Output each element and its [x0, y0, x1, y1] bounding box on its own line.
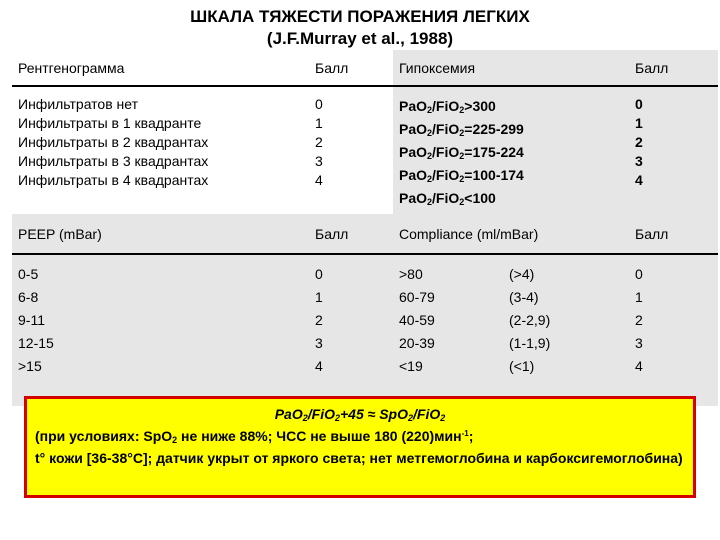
score: 2: [315, 134, 323, 150]
xray-score-cell: [309, 86, 393, 214]
score: 3: [635, 335, 643, 351]
header-row-2: [12, 214, 718, 254]
xray-item: Инфильтратов нет: [18, 96, 139, 112]
lung-injury-score-table: [12, 50, 718, 406]
spo2-formula: PaO$_2$/FiO$_2$+45 ≈ SpO$_2$/FiO$_2$: [274, 406, 446, 423]
conditions-note-box: [24, 396, 696, 498]
compliance-item: <19 (<1): [399, 358, 535, 374]
hypoxemia-item: PaO$_2$/FiO$_2$=175-224: [399, 144, 524, 161]
header-score-2: Балл: [629, 50, 718, 86]
score: 4: [315, 358, 323, 374]
xray-item: Инфильтраты в 3 квадрантах: [18, 153, 209, 169]
score: 1: [315, 115, 323, 131]
hypoxemia-item: PaO$_2$/FiO$_2$=100-174: [399, 167, 524, 184]
score: 2: [315, 312, 323, 328]
score: 0: [635, 266, 643, 282]
peep-score-cell: [309, 254, 393, 406]
header-row-1: [12, 50, 718, 86]
hypoxemia-score-cell: [629, 86, 718, 214]
compliance-item: 40-59 (2-2,9): [399, 312, 551, 328]
score: 3: [315, 335, 323, 351]
title-line-1: ШКАЛА ТЯЖЕСТИ ПОРАЖЕНИЯ ЛЕГКИХ: [190, 7, 530, 26]
hypoxemia-item: PaO$_2$/FiO$_2$>300: [399, 98, 496, 115]
hypoxemia-cell: [393, 86, 629, 214]
conditions-line-1: (при условиях: SpO$_2$ не ниже 88%; ЧСС не выше 180 (220)мин$^{-1}$;: [35, 428, 474, 445]
header-score-4: Балл: [629, 214, 718, 254]
score: 3: [315, 153, 323, 169]
score: 0: [635, 96, 643, 112]
peep-item: 12-15: [18, 335, 54, 351]
header-compliance: Compliance (ml/mBar): [393, 214, 629, 254]
peep-item: >15: [18, 358, 42, 374]
peep-item: 0-5: [18, 266, 39, 282]
score: 1: [635, 115, 643, 131]
body-row-2: [12, 254, 718, 406]
header-score-1: Балл: [309, 50, 393, 86]
body-row-1: [12, 86, 718, 214]
hypoxemia-item: PaO$_2$/FiO$_2$<100: [399, 190, 496, 207]
page-title: [0, 6, 720, 50]
score: 1: [315, 289, 323, 305]
header-score-3: Балл: [309, 214, 393, 254]
peep-item: 6-8: [18, 289, 39, 305]
peep-item: 9-11: [18, 312, 45, 328]
compliance-item: >80 (>4): [399, 266, 535, 282]
score: 1: [635, 289, 643, 305]
compliance-score-cell: [629, 254, 718, 406]
score: 2: [635, 134, 643, 150]
conditions-line-2: t° кожи [36-38°C]; датчик укрыт от яркого света; нет метгемоглобина и карбоксигемоглобина): [35, 450, 683, 466]
hypoxemia-item: PaO$_2$/FiO$_2$=225-299: [399, 121, 524, 138]
xray-cell: [12, 86, 309, 214]
compliance-item: 20-39 (1-1,9): [399, 335, 551, 351]
title-line-2: (J.F.Murray et al., 1988): [266, 29, 454, 48]
score: 4: [635, 358, 643, 374]
peep-cell: [12, 254, 309, 406]
header-peep: PEEP (mBar): [12, 214, 309, 254]
compliance-item: 60-79 (3-4): [399, 289, 539, 305]
score: 0: [315, 266, 323, 282]
score: 0: [315, 96, 323, 112]
score: 4: [635, 172, 643, 188]
xray-item: Инфильтраты в 2 квадрантах: [18, 134, 209, 150]
score: 4: [315, 172, 323, 188]
header-xray: Рентгенограмма: [12, 50, 309, 86]
xray-item: Инфильтраты в 1 квадранте: [18, 115, 202, 131]
score: 2: [635, 312, 643, 328]
xray-item: Инфильтраты в 4 квадрантах: [18, 172, 209, 188]
header-hypoxemia: Гипоксемия: [393, 50, 629, 86]
compliance-cell: [393, 254, 629, 406]
score: 3: [635, 153, 643, 169]
